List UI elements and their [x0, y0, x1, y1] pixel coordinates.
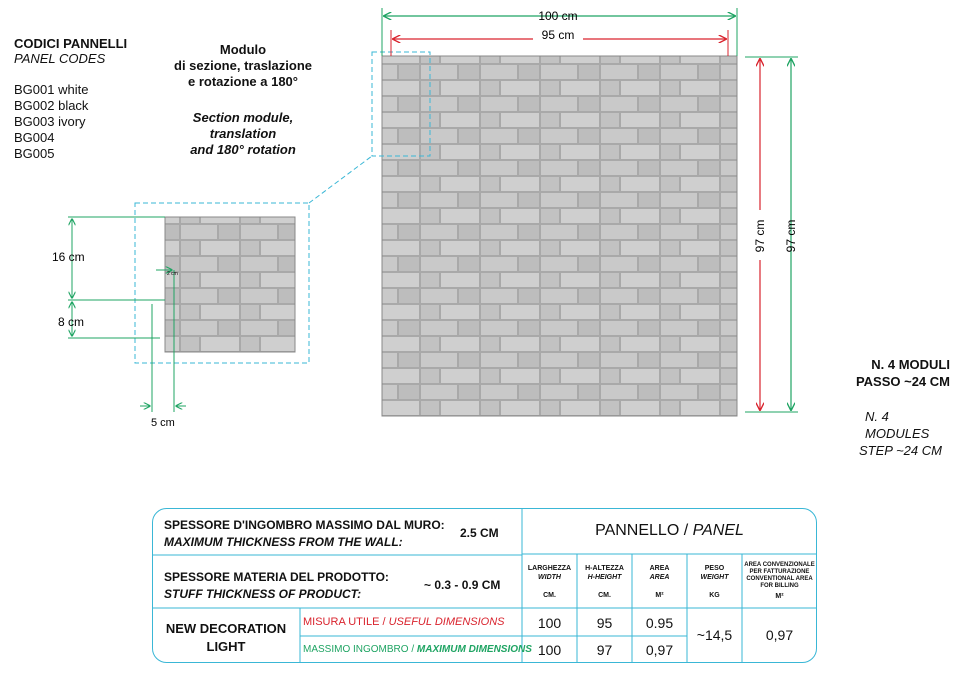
module-offset-label: 5 cm [151, 417, 175, 429]
panel-code: BG004 [14, 130, 55, 145]
column-header-height: H-ALTEZZA H-HEIGHT CM. [585, 565, 624, 599]
useful-dimensions-label: MISURA UTILE / USEFUL DIMENSIONS [303, 616, 505, 628]
column-header-billing-area: AREA CONVENZIONALE PER FATTURAZIONE CONVENTIONAL AREA FOR BILLING M² [744, 562, 815, 600]
module-note-en: Section module, translation and 180° rotation [190, 110, 296, 157]
spec-table [152, 508, 817, 663]
inner-height-label: 97 cm [753, 219, 767, 253]
module-note-it: Modulo di sezione, traslazione e rotazione a 180° [174, 42, 312, 89]
max-dimensions-label: MASSIMO INGOMBRO / MAXIMUM DIMENSIONS [303, 644, 532, 655]
panel-header: PANNELLO / PANEL [595, 522, 744, 539]
module-small-label: 2 cm [167, 271, 178, 277]
panel-code: BG002 black [14, 98, 89, 113]
panel-codes-title: CODICI PANNELLI [14, 36, 128, 51]
panel-code: BG001 white [14, 82, 89, 97]
useful-height: 95 [596, 615, 613, 631]
inner-width-label: 95 cm [541, 28, 575, 42]
stuff-thickness-value: ~ 0.3 - 0.9 CM [424, 578, 501, 592]
product-name: NEW DECORATION LIGHT [165, 621, 287, 654]
panel-code: BG003 ivory [14, 114, 86, 129]
stuff-thickness-label-it: SPESSORE MATERIA DEL PRODOTTO: [164, 570, 389, 584]
modules-info-en: N. 4 MODULES STEP ~24 CM [859, 409, 942, 458]
max-thickness-label-it: SPESSORE D'INGOMBRO MASSIMO DAL MURO: [164, 518, 445, 532]
outer-width-label: 100 cm [538, 9, 578, 23]
max-thickness-label-en: MAXIMUM THICKNESS FROM THE WALL: [164, 535, 403, 549]
max-thickness-value: 2.5 CM [460, 526, 499, 540]
max-width: 100 [537, 642, 562, 658]
stuff-thickness-label-en: STUFF THICKNESS OF PRODUCT: [164, 587, 362, 601]
useful-width: 100 [537, 615, 562, 631]
module-height-b-label: 8 cm [58, 315, 85, 329]
column-header-weight: PESO WEIGHT KG [700, 565, 729, 599]
max-height: 97 [596, 642, 613, 658]
panel-code: BG005 [14, 146, 55, 161]
stone-panel-module [165, 217, 295, 352]
modules-info-it: N. 4 MODULI PASSO ~24 CM [855, 357, 950, 389]
module-height-a-label: 16 cm [52, 250, 85, 264]
column-header-area: AREA AREA M² [649, 565, 670, 599]
weight-value: ~14,5 [696, 627, 733, 643]
useful-area: 0.95 [645, 615, 674, 631]
outer-height-label: 97 cm [784, 219, 798, 253]
stone-panel-main [382, 56, 737, 416]
panel-codes-subtitle: PANEL CODES [14, 51, 106, 66]
max-area: 0,97 [645, 642, 674, 658]
column-header-width: LARGHEZZA WIDTH CM. [527, 565, 572, 599]
billing-area-value: 0,97 [765, 627, 794, 643]
